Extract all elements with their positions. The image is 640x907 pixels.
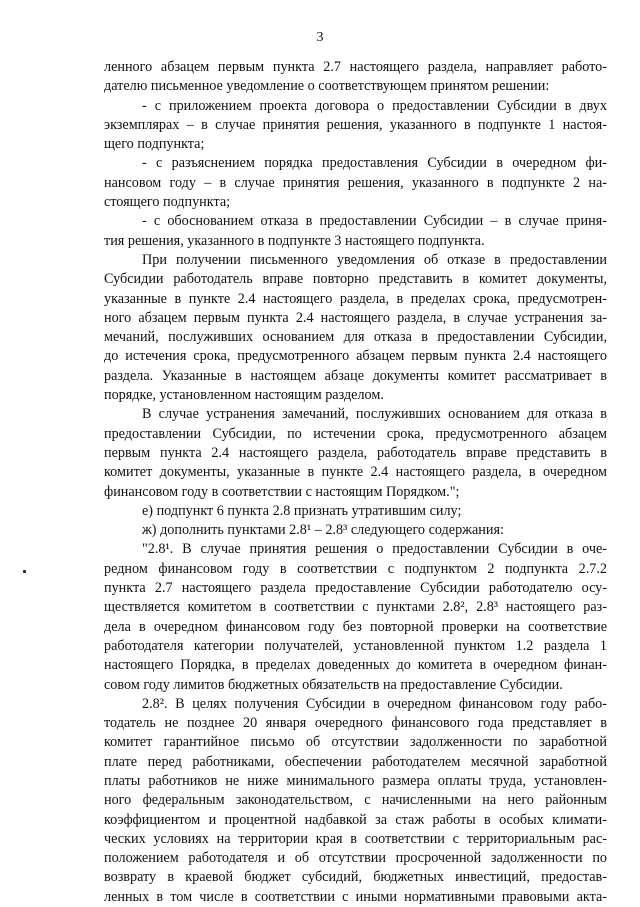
text-line: работодателя категории получателей, установленной пунктом 1.2 раздела 1 xyxy=(104,637,607,654)
text-line: ного абзацем первым пункта 2.4 настоящего раздела, в случае устранения за- xyxy=(104,309,607,326)
text-line: порядке, установленном настоящим разделом. xyxy=(104,387,384,404)
text-line: мечаний, послуживших основанием для отказа в предоставлении Субсидии, xyxy=(104,329,607,346)
text-line: возврату в краевой бюджет субсидий, бюджетных инвестиций, предостав- xyxy=(104,869,607,886)
text-line: предоставлении Субсидии, по истечении срока, предусмотренного абзацем xyxy=(104,425,607,442)
text-line: ленных в том числе в соответствии с иными нормативными правовыми акта- xyxy=(104,888,607,905)
text-line: щего подпункта; xyxy=(104,136,205,153)
text-line: комитет документы, указанные в пункте 2.4 настоящего раздела, в очередном xyxy=(104,464,607,481)
text-line: платы работников не ниже минимального размера оплаты труда, установлен- xyxy=(104,772,607,789)
page-number: 3 xyxy=(316,30,324,45)
text-line: пункта 2.7 настоящего раздела предоставление Субсидии работодателю осу- xyxy=(104,580,607,597)
text-line: коэффициентом и процентной надбавкой за стаж работы в особых климати- xyxy=(104,811,607,828)
text-line: Субсидии работодатель вправе повторно представить в комитет документы, xyxy=(104,271,607,288)
text-line: стоящего подпункта; xyxy=(104,194,231,211)
text-line: "2.8¹. В случае принятия решения о предоставлении Субсидии в оче- xyxy=(142,541,607,558)
text-line: - с разъяснением порядка предоставления Субсидии в очередном фи- xyxy=(142,155,607,172)
text-line: до истечения срока, предусмотренного абзацем первым пункта 2.4 настоящего xyxy=(104,348,607,365)
text-line: нансовом году – в случае принятия решения, указанного в подпункте 2 на- xyxy=(104,174,607,191)
text-line: ленного абзацем первым пункта 2.7 настоящего раздела, направляет работо- xyxy=(104,59,607,75)
text-line: указанные в пункте 2.4 настоящего раздела, в пределах срока, предусмотрен- xyxy=(104,290,607,307)
text-line: тодатель не позднее 20 января очередного финансового года представляет в xyxy=(104,715,607,732)
text-line: - с обоснованием отказа в предоставлении Субсидии – в случае приня- xyxy=(142,213,607,230)
text-line: положением работодателя и об отсутствии просроченной задолженности по xyxy=(104,850,607,867)
text-line: тия решения, указанного в подпункте 3 настоящего подпункта. xyxy=(104,232,485,249)
margin-mark xyxy=(23,570,26,573)
text-line: плате перед работниками, обеспечении работодателем месячной заработной xyxy=(104,753,607,770)
text-line: 2.8². В целях получения Субсидии в очередном финансовом году рабо- xyxy=(142,695,607,712)
text-line: - с приложением проекта договора о предоставлении Субсидии в двух xyxy=(142,97,607,114)
text-line: финансовом году в соответствии с настоящим Порядком."; xyxy=(104,483,460,500)
text-line: е) подпункт 6 пункта 2.8 признать утратившим силу; xyxy=(142,502,462,519)
text-line: дела в очередном финансовом году без повторной проверки на соответствие xyxy=(104,618,607,635)
text-line: ществляется комитетом в соответствии с пунктами 2.8², 2.8³ настоящего раз- xyxy=(104,599,607,616)
text-line: В случае устранения замечаний, послуживших основанием для отказа в xyxy=(142,406,607,423)
document-body xyxy=(104,58,607,907)
text-line: настоящего Порядка, в пределах доведенных до комитета в очередном финан- xyxy=(104,657,607,674)
text-line: комитет гарантийное письмо об отсутствии задолженности по заработной xyxy=(104,734,607,751)
text-line: экземплярах – в случае принятия решения, указанного в подпункте 1 настоя- xyxy=(104,116,607,133)
text-line: ного федеральным законодательством, с начисленными на него районным xyxy=(104,792,607,809)
text-line: совом году лимитов бюджетных обязательств на предоставление Субсидии. xyxy=(104,676,563,693)
text-line: При получении письменного уведомления об отказе в предоставлении xyxy=(142,251,607,268)
text-line: первым пункта 2.4 настоящего раздела, работодатель вправе представить в xyxy=(104,444,607,461)
text-line: раздела. Указанные в настоящем абзаце документы комитет рассматривает в xyxy=(104,367,607,384)
text-line: ж) дополнить пунктами 2.8¹ – 2.8³ следующего содержания: xyxy=(142,522,504,539)
text-line: редном финансовом году в соответствии с подпунктом 2 подпункта 2.7.2 xyxy=(104,560,607,577)
text-line: ческих условиях на территории края в соответствии с территориальным рас- xyxy=(104,830,607,847)
text-line: дателю письменное уведомление о соответствующем принятом решении: xyxy=(104,78,550,95)
